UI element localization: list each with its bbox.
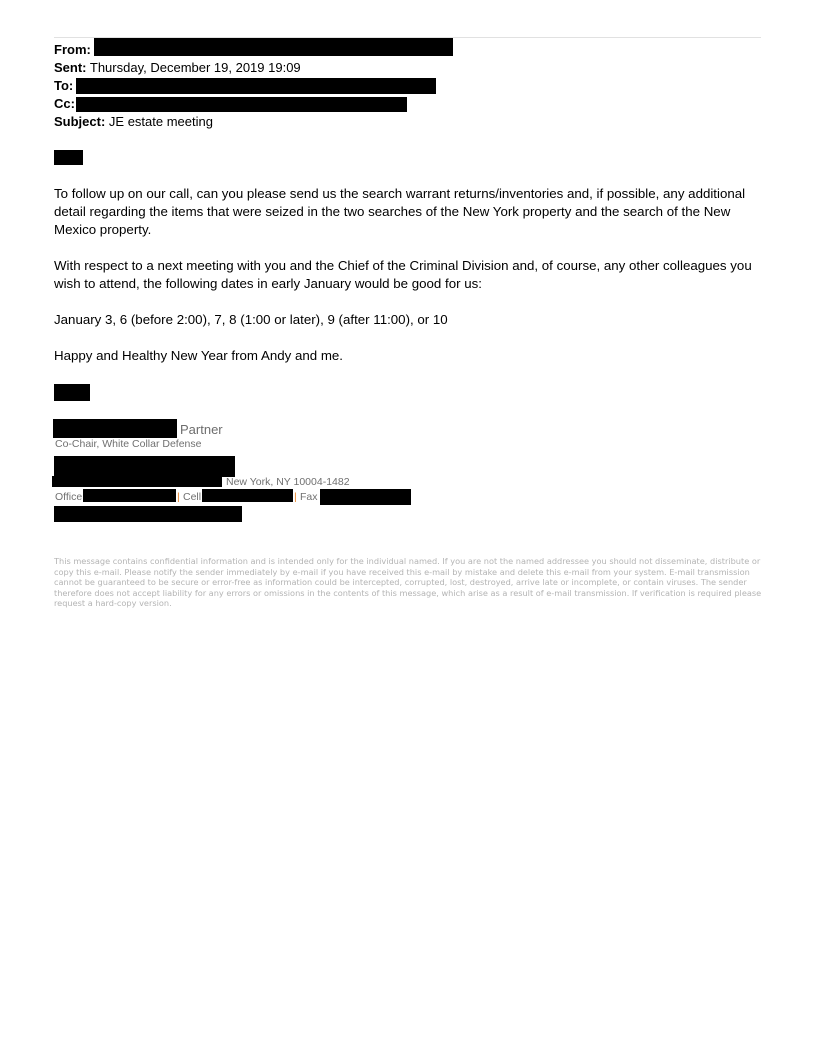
body-paragraph-2: With respect to a next meeting with you and the Chief of the Criminal Division and, of course, any other colleagues you wish to attend, the following dates in early January would be good for us: — [54, 258, 752, 291]
body-paragraph-1: To follow up on our call, can you please send us the search warrant returns/inventories and, if possible, any additional detail regarding the items that were seized in the two searches of the New York property and the search of the New Mexico property. — [54, 186, 746, 237]
separator-2: | — [294, 491, 297, 503]
sent-value: Thursday, December 19, 2019 19:09 — [89, 60, 301, 75]
cell-label: Cell — [183, 491, 202, 503]
redacted-fax-number — [320, 489, 411, 505]
redacted-office-phone — [83, 489, 176, 502]
subject-label: Subject: — [54, 114, 106, 129]
sent-label: Sent: — [54, 60, 87, 75]
fax-label: Fax — [300, 491, 318, 503]
cc-row — [54, 95, 75, 113]
redacted-cell-phone — [202, 489, 293, 502]
confidentiality-disclaimer: This message contains confidential information and is intended only for the individual named. If you are not the named addressee you should not disseminate, distribute or copy this e-mail. Please notify the sender immediately by e-mail if you have received this e-mail by mistake and delete this e-mail from your system. E-mail transmission cannot be guaranteed to be secure or error-free as information could be intercepted, corrupted, lost, destroyed, arrive late or incomplete, or contain viruses. The sender therefore does not accept liability for any errors or omissions in the contents of this message, which arise as a result of e-mail transmission. If verification is required please request a hard-copy version. — [54, 556, 762, 609]
from-row — [54, 41, 91, 59]
signature-role: Co-Chair, White Collar Defense — [55, 438, 202, 450]
sent-row — [54, 59, 301, 77]
from-label: From: — [54, 42, 91, 57]
signature-city-line: New York, NY 10004-1482 — [226, 476, 350, 488]
separator-1: | — [177, 491, 180, 503]
to-label: To: — [54, 78, 74, 93]
redacted-signoff — [54, 384, 90, 401]
office-label: Office — [55, 491, 83, 503]
redacted-email-address — [54, 506, 242, 522]
redacted-street-address — [52, 476, 222, 487]
subject-row — [54, 113, 213, 131]
body-paragraph-3: January 3, 6 (before 2:00), 7, 8 (1:00 or later), 9 (after 11:00), or 10 — [54, 312, 448, 327]
signature-title: Partner — [180, 422, 223, 437]
redacted-from-address — [94, 38, 453, 56]
redacted-signature-name — [53, 419, 177, 438]
redacted-cc-address — [76, 97, 407, 112]
redacted-to-address — [76, 78, 436, 94]
body-paragraph-4: Happy and Healthy New Year from Andy and me. — [54, 348, 344, 363]
redacted-greeting — [54, 150, 83, 165]
cc-label: Cc: — [54, 96, 75, 111]
subject-value: JE estate meeting — [108, 114, 213, 129]
redacted-firm-name — [54, 456, 235, 477]
to-row — [54, 77, 73, 95]
